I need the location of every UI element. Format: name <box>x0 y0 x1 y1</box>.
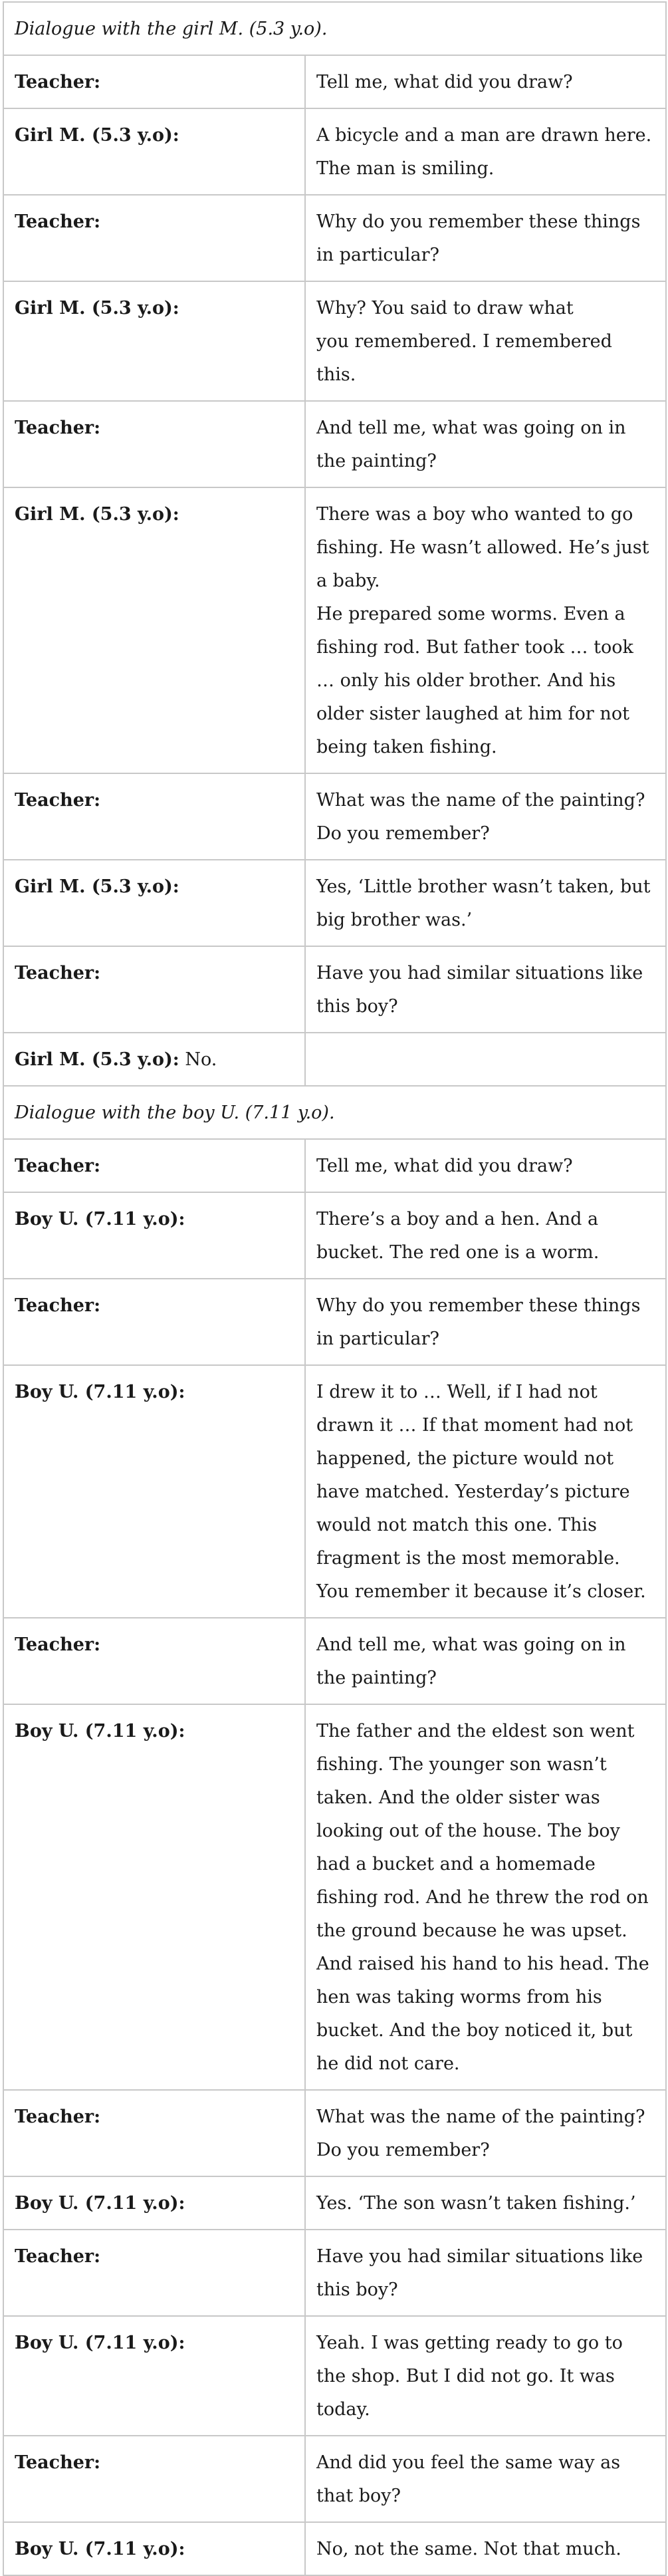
utterance-cell <box>305 108 666 195</box>
speaker-label: Girl M. (5.3 y.o): <box>15 876 179 897</box>
utterance-cell <box>305 487 666 773</box>
speaker-label: Teacher: <box>15 1634 101 1655</box>
utterance-text: Why do you remember these things in particular? <box>316 1295 641 1349</box>
speaker-label: Teacher: <box>15 418 101 438</box>
utterance-cell <box>305 1618 666 1704</box>
speaker-cell <box>3 195 305 281</box>
section-heading: Dialogue with the boy U. (7.11 y.o). <box>3 1086 666 1139</box>
utterance-cell <box>305 2522 666 2575</box>
utterance-text: you remembered. I remembered this. <box>316 331 612 385</box>
speaker-cell <box>3 2316 305 2436</box>
utterance-cell <box>305 1279 666 1365</box>
speaker-cell <box>3 108 305 195</box>
utterance-cell <box>305 401 666 487</box>
utterance-cell <box>305 1192 666 1279</box>
speaker-cell <box>3 281 305 401</box>
utterance-text: No, not the same. Not that much. <box>316 2539 621 2559</box>
utterance-cell <box>305 2176 666 2230</box>
section-header-row <box>3 2 666 55</box>
utterance-text: A bicycle and a man are drawn here. The man is smiling. <box>316 125 652 179</box>
utterance-text: What was the name of the painting? Do you remember? <box>316 2107 645 2160</box>
utterance-text: And tell me, what was going on in the painting? <box>316 418 626 471</box>
dialogue-table-body <box>3 2 666 2575</box>
utterance-text: He prepared some worms. Even a fishing rod. But father took … took … only his older brother. And his older sister laughed at him for not being taken fishing. <box>316 604 633 757</box>
utterance-text: There was a boy who wanted to go fishing. He wasn’t allowed. He’s just a baby. <box>316 504 649 591</box>
utterance-cell <box>305 946 666 1033</box>
dialogue-row <box>3 1033 666 1086</box>
speaker-cell <box>3 401 305 487</box>
section-heading: Dialogue with the girl M. (5.3 y.o). <box>3 2 666 55</box>
speaker-label: Teacher: <box>15 1295 101 1316</box>
dialogue-row <box>3 1365 666 1618</box>
speaker-label: Girl M. (5.3 y.o): <box>15 125 179 146</box>
utterance-cell <box>305 1704 666 2090</box>
utterance-text: Yes. ‘The son wasn’t taken fishing.’ <box>316 2193 636 2214</box>
dialogue-row <box>3 2436 666 2522</box>
speaker-cell <box>3 1704 305 2090</box>
speaker-cell <box>3 487 305 773</box>
utterance-text: And tell me, what was going on in the painting? <box>316 1634 626 1688</box>
utterance-cell <box>305 1033 666 1086</box>
speaker-label: Teacher: <box>15 2107 101 2127</box>
dialogue-row <box>3 1139 666 1192</box>
dialogue-row <box>3 55 666 108</box>
speaker-label: Teacher: <box>15 72 101 92</box>
dialogue-row <box>3 1704 666 2090</box>
dialogue-row <box>3 2090 666 2176</box>
dialogue-row <box>3 1618 666 1704</box>
dialogue-row <box>3 2176 666 2230</box>
speaker-cell <box>3 1139 305 1192</box>
utterance-text: Yeah. I was getting ready to go to the shop. But I did not go. It was today. <box>316 2333 623 2420</box>
speaker-cell <box>3 946 305 1033</box>
utterance-cell <box>305 2230 666 2316</box>
dialogue-row <box>3 281 666 401</box>
utterance-text: Have you had similar situations like this boy? <box>316 2246 643 2300</box>
utterance-text: Yes, ‘Little brother wasn’t taken, but big brother was.’ <box>316 876 651 930</box>
utterance-cell <box>305 773 666 860</box>
utterance-text: There’s a boy and a hen. And a bucket. The red one is a worm. <box>316 1209 600 1263</box>
speaker-cell <box>3 860 305 946</box>
speaker-label: Girl M. (5.3 y.o): <box>15 298 179 319</box>
speaker-cell <box>3 2436 305 2522</box>
speaker-label: Teacher: <box>15 790 101 811</box>
utterance-text: And did you feel the same way as that boy? <box>316 2452 621 2506</box>
utterance-text: Why do you remember these things in particular? <box>316 211 641 265</box>
speaker-cell <box>3 55 305 108</box>
speaker-label: Teacher: <box>15 2246 101 2267</box>
speaker-label: Boy U. (7.11 y.o): <box>15 2539 185 2559</box>
utterance-text: What was the name of the painting? Do you remember? <box>316 790 645 844</box>
speaker-label: Teacher: <box>15 2452 101 2473</box>
speaker-label: Girl M. (5.3 y.o): <box>15 504 179 525</box>
dialogue-row <box>3 108 666 195</box>
utterance-text: Have you had similar situations like this boy? <box>316 963 643 1017</box>
speaker-cell <box>3 1279 305 1365</box>
utterance-cell <box>305 2436 666 2522</box>
dialogue-row <box>3 195 666 281</box>
utterance-cell <box>305 1365 666 1618</box>
dialogue-row <box>3 2316 666 2436</box>
dialogue-row <box>3 1192 666 1279</box>
dialogue-row <box>3 1279 666 1365</box>
speaker-cell <box>3 2176 305 2230</box>
speaker-cell <box>3 2090 305 2176</box>
utterance-cell <box>305 860 666 946</box>
utterance-cell <box>305 281 666 401</box>
speaker-cell <box>3 1618 305 1704</box>
speaker-cell <box>3 1033 305 1086</box>
utterance-text: Why? You said to draw what <box>316 298 574 319</box>
speaker-label: Teacher: <box>15 211 101 232</box>
speaker-cell <box>3 1192 305 1279</box>
utterance-cell <box>305 2090 666 2176</box>
utterance-text: I drew it to … Well, if I had not drawn it … If that moment had not happened, the picture would not have matched. Yesterday’s picture would not match this one. This fragment is the most memorable. <box>316 1382 633 1569</box>
utterance-cell <box>305 195 666 281</box>
utterance-text: Tell me, what did you draw? <box>316 72 573 92</box>
speaker-cell <box>3 773 305 860</box>
dialogue-row <box>3 2230 666 2316</box>
dialogue-table <box>3 1 667 2576</box>
inline-answer: No. <box>185 1049 217 1070</box>
speaker-label: Boy U. (7.11 y.o): <box>15 2333 185 2353</box>
speaker-cell <box>3 2230 305 2316</box>
speaker-label: Girl M. (5.3 y.o): <box>15 1049 179 1070</box>
speaker-label: Teacher: <box>15 1156 101 1176</box>
dialogue-row <box>3 487 666 773</box>
speaker-label: Boy U. (7.11 y.o): <box>15 1382 185 1402</box>
dialogue-row <box>3 860 666 946</box>
speaker-label: Teacher: <box>15 963 101 983</box>
utterance-cell <box>305 2316 666 2436</box>
speaker-label: Boy U. (7.11 y.o): <box>15 1209 185 1229</box>
dialogue-row <box>3 773 666 860</box>
utterance-text: You remember it because it’s closer. <box>316 1581 646 1602</box>
section-header-row <box>3 1086 666 1139</box>
utterance-cell <box>305 1139 666 1192</box>
speaker-label: Boy U. (7.11 y.o): <box>15 1721 185 1741</box>
utterance-text: Tell me, what did you draw? <box>316 1156 573 1176</box>
dialogue-row <box>3 401 666 487</box>
speaker-label: Boy U. (7.11 y.o): <box>15 2193 185 2214</box>
utterance-cell <box>305 55 666 108</box>
speaker-cell <box>3 1365 305 1618</box>
speaker-cell <box>3 2522 305 2575</box>
dialogue-row <box>3 946 666 1033</box>
utterance-text: The father and the eldest son went fishing. The younger son wasn’t taken. And the older sister was looking out of the house. The boy had a bucket and a homemade fishing rod. And he threw the rod on the ground because he was upset. And raised his hand to his head. The hen was taking worms from his bucket. And the boy noticed it, but he did not care. <box>316 1721 649 2074</box>
dialogue-row <box>3 2522 666 2575</box>
